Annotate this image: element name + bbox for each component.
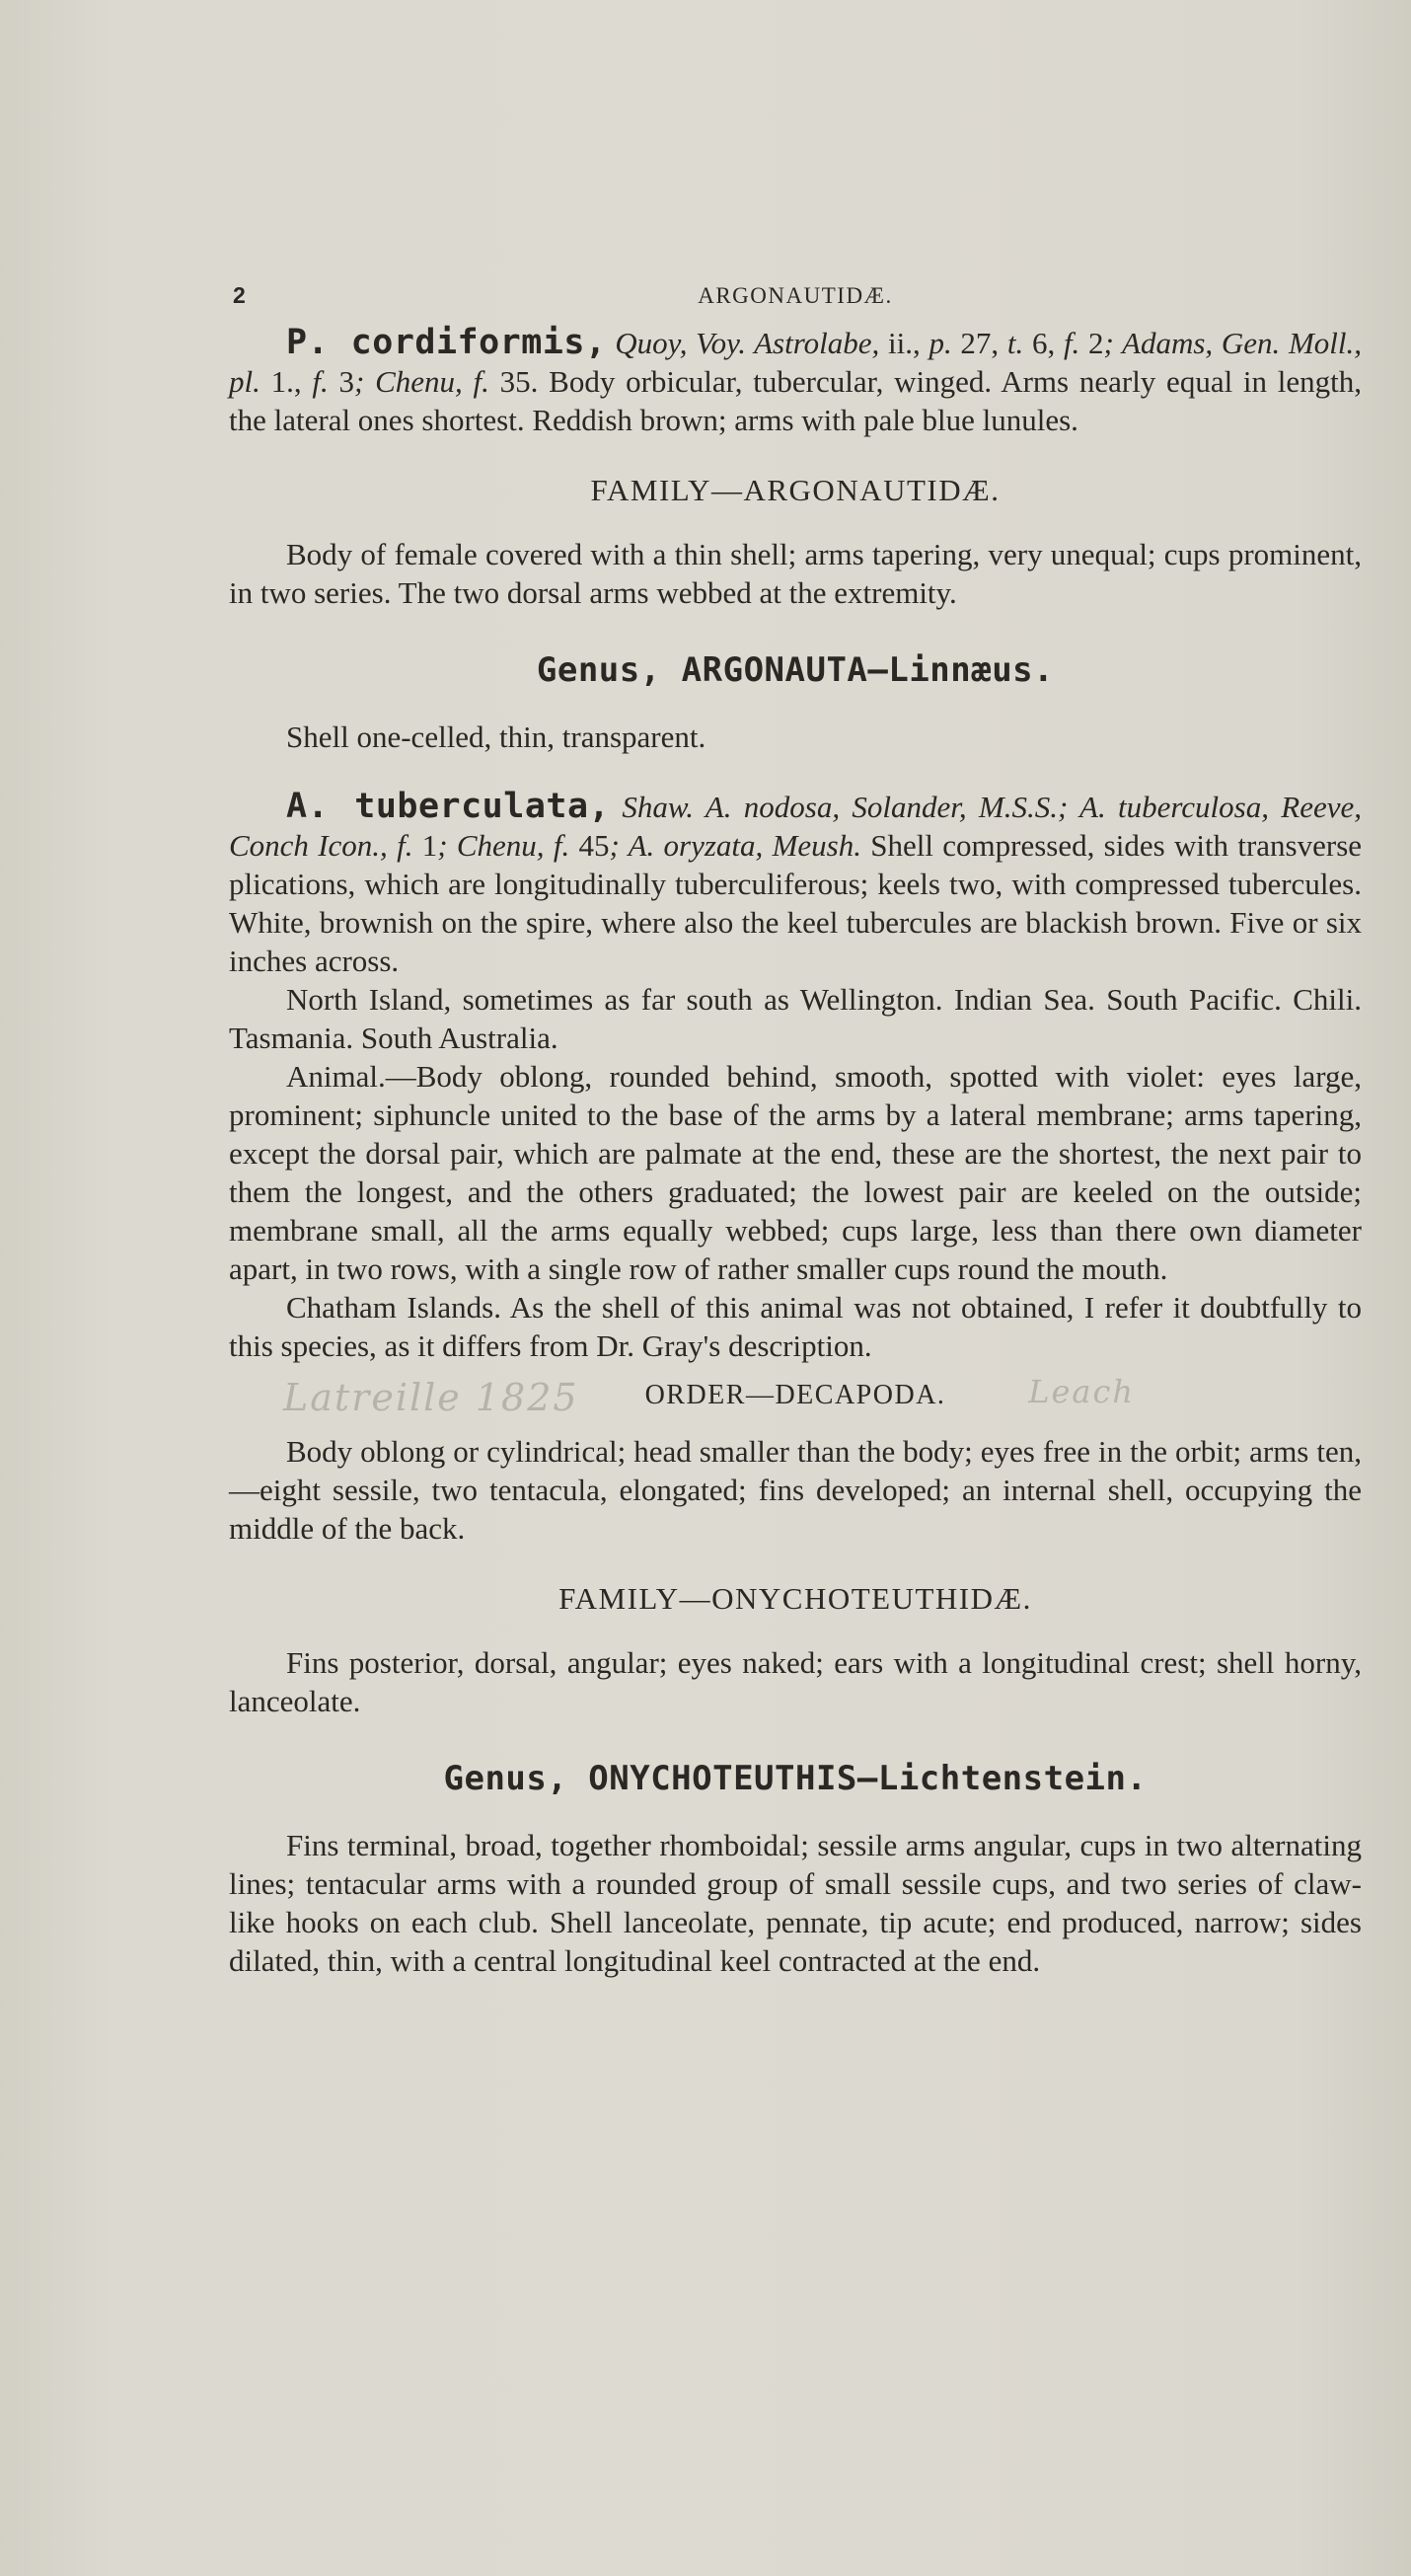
running-title: ARGONAUTIDÆ. bbox=[698, 283, 893, 308]
order-description-decapoda: Body oblong or cylindrical; head smaller than the body; eyes free in the orbit; arms ten,—eight sessile, two tentacula, elongated; fins developed; an internal shell, occupying the middle of the back. bbox=[229, 1434, 1362, 1546]
locality-note: Chatham Islands. As the shell of this animal was not obtained, I refer it doubtfully to this species, as it differs from Dr. Gray's description. bbox=[229, 1290, 1362, 1363]
species-description: Shell compressed, sides with transverse plications, which are longitudinally tuberculiferous; keels two, with compressed tubercules. White, brownish on the spire, where also the keel tubercules are blackish brown. Five or six inches across. bbox=[229, 828, 1363, 978]
reference: 2 bbox=[1079, 326, 1104, 360]
handwritten-annotation: Leach bbox=[1028, 1373, 1135, 1410]
reference: ; Chenu, f. bbox=[437, 828, 570, 863]
reference: 3 bbox=[328, 364, 355, 399]
animal-description: Animal.—Body oblong, rounded behind, smooth, spotted with violet: eyes large, prominent; siphuncle united to the base of the arms by a lateral membrane; arms tapering, except the dorsal pair, which are palmate at the end, these are the shortest, the next pair to them the longest, and the others graduated; the lowest pair are keeled on the outside; membrane small, all the arms equally webbed; cups large, less than there own diameter apart, in two rows, with a single row of rather smaller cups round the mouth. bbox=[229, 1059, 1362, 1286]
reference: 6, bbox=[1023, 326, 1064, 360]
species-description: Body orbicular, tubercular, winged. Arms nearly equal in length, the lateral ones shortest. Reddish brown; arms with pale blue lunules. bbox=[229, 364, 1363, 437]
family-description-onychoteuthidae: Fins posterior, dorsal, angular; eyes naked; ears with a longitudinal crest; shell horny, lanceolate. bbox=[229, 1645, 1362, 1718]
reference: 35. bbox=[488, 364, 539, 399]
genus-heading-onychoteuthis: Genus, ONYCHOTEUTHIS—Lichtenstein. bbox=[443, 1759, 1148, 1798]
reference: ; Adams, Gen. Moll., pl. bbox=[229, 326, 1363, 399]
reference: A. nodosa, Solander, M.S.S.; A. tuberculosa, Reeve, Conch Icon., f. bbox=[229, 790, 1362, 863]
family-description-argonautidae: Body of female covered with a thin shell; arms tapering, very unequal; cups prominent, in two series. The two dorsal arms webbed at the extremity. bbox=[229, 537, 1362, 610]
running-head bbox=[229, 265, 1362, 324]
reference: ii., bbox=[879, 326, 929, 360]
reference: ; Chenu, f. bbox=[354, 364, 489, 399]
species-entry-cordiformis bbox=[229, 324, 1362, 439]
reference: ; A. oryzata, Meush. bbox=[609, 828, 861, 863]
reference: 27, bbox=[951, 326, 1007, 360]
reference: f. bbox=[312, 364, 329, 399]
reference: Shaw. bbox=[622, 790, 695, 824]
family-heading-argonautidae: FAMILY—ARGONAUTIDÆ. bbox=[590, 473, 1001, 507]
reference: f. bbox=[1063, 326, 1080, 360]
reference: 45 bbox=[569, 828, 610, 863]
reference: 1 bbox=[412, 828, 438, 863]
species-distribution: North Island, sometimes as far south as Wellington. Indian Sea. South Pacific. Chili. Tasmania. South Australia. bbox=[229, 982, 1362, 1055]
page-number: 2 bbox=[233, 282, 248, 308]
handwritten-annotation: Latreille 1825 bbox=[283, 1376, 579, 1419]
genus-description-onychoteuthis: Fins terminal, broad, together rhomboidal; sessile arms angular, cups in two alternating lines; tentacular arms with a rounded group of small sessile cups, and two series of claw-like hooks on each club. Shell lanceolate, pennate, tip acute; end produced, narrow; sides dilated, thin, with a central longitudinal keel contracted at the end. bbox=[229, 1828, 1362, 1978]
order-heading-decapoda: ORDER—DECAPODA. bbox=[644, 1380, 946, 1410]
species-name: P. cordiformis, bbox=[286, 323, 607, 362]
reference: t. bbox=[1006, 326, 1024, 360]
reference: p. bbox=[928, 326, 952, 360]
reference: 1., bbox=[260, 364, 313, 399]
genus-heading-argonauta: Genus, ARGONAUTA—Linnæus. bbox=[536, 650, 1055, 690]
family-heading-onychoteuthidae: FAMILY—ONYCHOTEUTHIDÆ. bbox=[558, 1581, 1032, 1616]
order-heading-row bbox=[229, 1373, 1362, 1418]
species-entry-tuberculata bbox=[229, 788, 1362, 980]
text-column bbox=[229, 265, 1362, 1980]
genus-description-argonauta: Shell one-celled, thin, transparent. bbox=[286, 720, 706, 754]
reference: Quoy, Voy. Astrolabe, bbox=[615, 326, 880, 360]
species-name: A. tuberculata, bbox=[286, 787, 611, 826]
